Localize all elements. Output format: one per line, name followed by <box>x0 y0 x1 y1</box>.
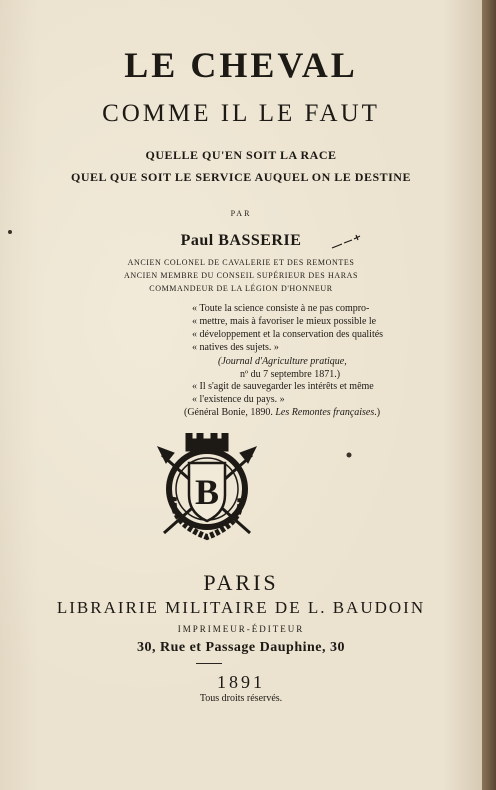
crest-letter: B <box>194 472 220 512</box>
rights-notice: Tous droits réservés. <box>199 693 283 704</box>
epigraph-2-source <box>184 407 380 418</box>
epigraph-1-line: « développement et la conservation des qualités <box>192 329 384 340</box>
by-label: PAR <box>230 209 252 218</box>
pen-mark-icon <box>330 234 362 252</box>
book-title-line-2: COMME IL LE FAUT <box>102 100 380 127</box>
epigraph-1-source: (Journal d'Agriculture pratique, <box>218 356 347 367</box>
author-credential: ANCIEN COLONEL DE CAVALERIE ET DES REMONTES <box>127 258 355 267</box>
epigraph-1-line: « mettre, mais à favoriser le mieux possible le <box>192 316 377 327</box>
author-credential: ANCIEN MEMBRE DU CONSEIL SUPÉRIEUR DES HARAS <box>123 271 359 280</box>
publisher-city: PARIS <box>203 570 279 595</box>
author-credential: COMMANDEUR DE LA LÉGION D'HONNEUR <box>149 284 333 293</box>
epigraph-1-line: « natives des sujets. » <box>192 342 279 353</box>
publisher-role: IMPRIMEUR-ÉDITEUR <box>177 624 305 634</box>
epigraph-2-source-author: (Général Bonie, 1890. <box>184 407 273 418</box>
epigraph-1-issue: nº du 7 septembre 1871.) <box>240 369 341 380</box>
publisher-name: LIBRAIRIE MILITAIRE DE L. BAUDOIN <box>56 598 426 617</box>
ink-speck-icon <box>344 450 354 460</box>
author-name: Paul BASSERIE <box>180 232 302 249</box>
epigraph-1-line: « Toute la science consiste à ne pas compro- <box>192 303 370 314</box>
publisher-crest-icon <box>152 433 262 543</box>
book-edge <box>482 0 496 790</box>
epigraph-2-source-title: Les Remontes françaises <box>275 407 375 418</box>
subtitle-line-2: QUEL QUE SOIT LE SERVICE AUQUEL ON LE DESTINE <box>71 170 411 184</box>
epigraph-2-source-close: .) <box>374 407 381 418</box>
epigraph-2-line: « Il s'agit de sauvegarder les intérêts et même <box>192 381 374 392</box>
book-title-line-1: LE CHEVAL <box>124 45 358 85</box>
subtitle-line-1: QUELLE QU'EN SOIT LA RACE <box>145 148 337 162</box>
publication-year: 1891 <box>217 672 265 692</box>
ink-speck-icon <box>6 228 14 236</box>
epigraph-2-line: « l'existence du pays. » <box>192 394 285 405</box>
divider <box>196 663 222 664</box>
publisher-address: 30, Rue et Passage Dauphine, 30 <box>136 640 345 655</box>
